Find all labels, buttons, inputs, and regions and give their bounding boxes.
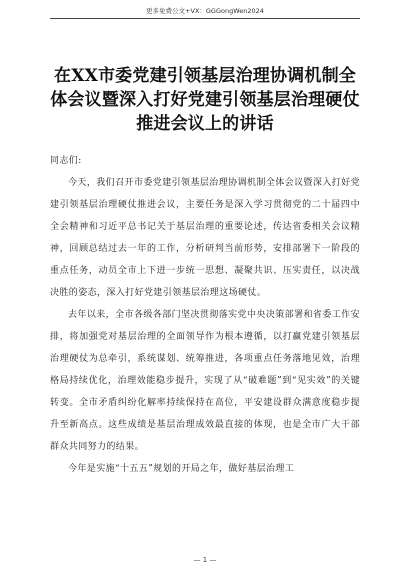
paragraph-intro: 今天，我们召开市委党建引领基层治理协调机制全体会议暨深入打好党建引领基层治理硬仗推进会议，主要任务是深入学习贯彻党的二十届四中全会精神和习近平总书记关于基层治理的重要论述，传达省委相关会议精神，回顾总结过去一年的工作，分析研判当前形势，安排部署下一阶段的重点任务，动员全市上下进一步统一思想、凝聚共识、压实责任，以决战决胜的姿态，深入打好党建引领基层治理这场硬仗。 <box>50 178 360 298</box>
header-note: 更多免费公文+VX：GGGongWen2024 <box>146 7 264 15</box>
salutation: 同志们: <box>50 156 82 166</box>
header-divider <box>50 18 360 19</box>
document-body <box>50 150 360 480</box>
paragraph-this-year: 今年是实施“十五五”规划的开局之年，做好基层治理工 <box>68 464 295 474</box>
page-number: — 1 — <box>193 556 217 564</box>
paragraph-achievements: 去年以来，全市各级各部门坚决贯彻落实党中央决策部署和省委工作安排，将加强党对基层治理的全面领导作为根本遵循，以打赢党建引领基层治理硬仗为总牵引，系统谋划、统筹推进，各项重点任务落地见效，治理格局持续优化，治理效能稳步提升，实现了从“破难题”到“见实效”的关键转变。全市矛盾纠纷化解率持续保持在高位，平安建设群众满意度稳步提升至新高点。这些成绩是基层治理成效最直接的体现，也是全市广大干部群众共同努力的结果。 <box>50 310 360 452</box>
document-title: 在XX市委党建引领基层治理协调机制全体会议暨深入打好党建引领基层治理硬仗推进会议上的讲话 <box>50 66 360 134</box>
